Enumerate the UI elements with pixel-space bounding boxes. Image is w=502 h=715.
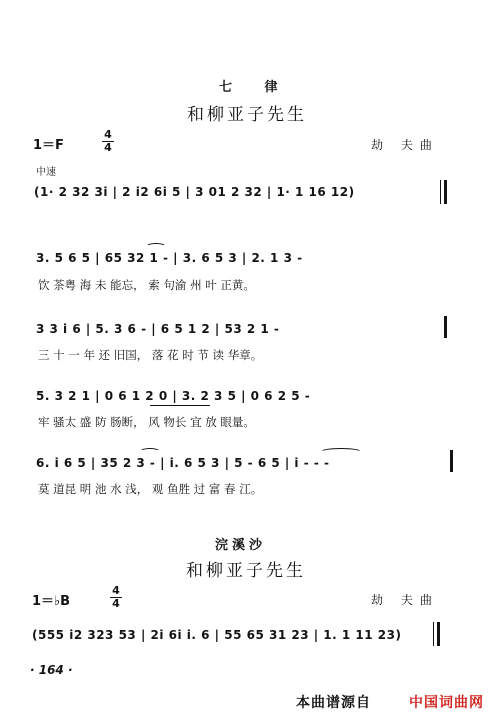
barline-repeat [444, 180, 447, 204]
barline-end [444, 316, 447, 338]
song1-time-bottom: 4 [104, 141, 112, 154]
barline [440, 180, 441, 204]
song2-heading: 浣溪沙 [215, 538, 267, 553]
barline-final [450, 450, 453, 472]
song1-row3-lyrics: 牢 骚太 盛 防 肠断， 风 物长 宜 放 眼量。 [38, 415, 255, 429]
page-number: · 164 · [30, 663, 73, 677]
song1-row1-notation: 3. 5 6 5 | 65 32 1 - | 3. 6 5 3 | 2. 1 3 - [36, 251, 303, 265]
song2-time-top: 4 [112, 584, 120, 597]
footer-site-link[interactable]: 中国词曲网 [409, 695, 484, 711]
song2-key: 1＝♭B [32, 594, 71, 609]
song1-row2-lyrics: 三 十 一 年 还 旧国， 落 花 时 节 读 华章。 [38, 348, 263, 362]
song1-time-signature [102, 130, 114, 153]
song1-time-top: 4 [104, 128, 112, 141]
song2-time-bottom: 4 [112, 597, 120, 610]
song2-title: 和柳亚子先生 [186, 561, 306, 581]
song1-tempo: 中速 [36, 167, 56, 178]
song2-composer: 劫 夫曲 [371, 593, 439, 607]
underline-mark [150, 405, 210, 406]
slur-mark [146, 243, 166, 250]
footer-source-text: 本曲谱源自 [296, 695, 371, 711]
song1-row4-notation: 6. i 6 5 | 35 2 3 - | i. 6 5 3 | 5 - 6 5 | i - - - [36, 456, 330, 470]
song1-row2-notation: 3 3 i 6 | 5. 3 6 - | 6 5 1 2 | 53 2 1 - [36, 322, 280, 336]
barline [433, 622, 434, 646]
slur-mark [320, 448, 362, 456]
song1-composer: 劫 夫曲 [371, 138, 439, 152]
song1-heading: 七 律 [219, 80, 292, 95]
song1-row4-lyrics: 莫 道昆 明 池 水 浅， 观 鱼胜 过 富 春 江。 [38, 482, 263, 496]
song1-key: 1＝F [33, 138, 64, 153]
song1-intro-notation: (1· 2 32 3i | 2 i2 6i 5 | 3 01 2 32 | 1· 1 16 12) [34, 185, 355, 199]
slur-mark [140, 448, 160, 455]
song1-row3-notation: 5. 3 2 1 | 0 6 1 2 0 | 3. 2 3 5 | 0 6 2 5 - [36, 389, 311, 403]
song2-intro-notation: (555 i2 323 53 | 2i 6i i. 6 | 55 65 31 23 | 1. 1 11 23) [32, 628, 402, 642]
song1-title: 和柳亚子先生 [187, 105, 307, 125]
song2-time-signature [110, 586, 122, 609]
barline-repeat [437, 622, 440, 646]
song1-row1-lyrics: 饮 茶粤 海 未 能忘， 索 句渝 州 叶 正黄。 [38, 278, 255, 292]
